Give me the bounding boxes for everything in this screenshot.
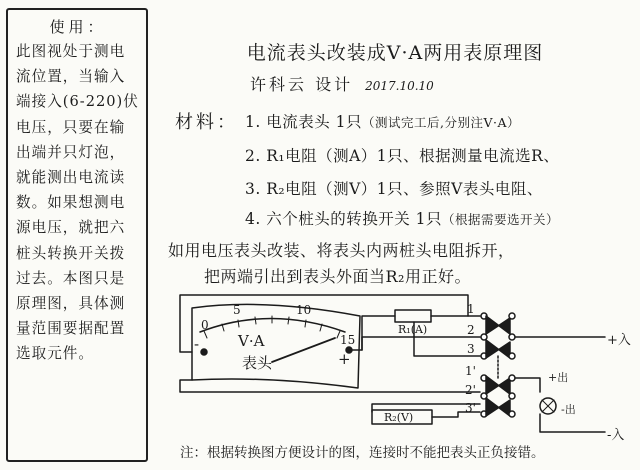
- material-item-4-note: （根据需要选开关）: [442, 212, 560, 227]
- material-item-2-text: 2. R₁电阻（测A）1只、根据测量电流选R、: [245, 147, 560, 165]
- scale-mark-10: 10: [296, 303, 312, 317]
- material-item-1-note: （测试完工后,分别注V·A）: [362, 115, 521, 130]
- materials-label: 材料：: [175, 112, 238, 133]
- switch-term-3p: 3': [465, 401, 476, 415]
- switch-term-2p: 2': [465, 383, 476, 397]
- author-name: 许科云 设计: [250, 75, 354, 94]
- switch-term-1p: 1': [465, 364, 476, 378]
- usage-note-body: 此图视处于测电流位置，当输入端接入(6-220)伏电压，只要在输出端并只灯泡，就能测出电流读数。如果想测电源电压，就把六桩头转换开关拨过去。本图只是原理图，具体测量范围要据配置选取元件。: [16, 43, 139, 363]
- switch-term-3: 3: [467, 342, 475, 356]
- diagram-title: 电流表头改装成V·A两用表原理图: [246, 42, 544, 64]
- scale-mark-0: 0: [201, 318, 209, 332]
- switch-term-1: 1: [467, 302, 475, 316]
- meter-neg-sign: -: [194, 335, 200, 353]
- output-pos-label: +出: [548, 371, 569, 384]
- switch-term-2: 2: [467, 323, 475, 337]
- r2-label: R₂(V): [384, 411, 414, 424]
- scale-mark-5: 5: [233, 303, 241, 317]
- scale-mark-15: 15: [340, 333, 356, 347]
- input-neg-label: -入: [607, 428, 625, 443]
- r1-label: R₁(A): [398, 323, 428, 336]
- instruction-line-1: 如用电压表头改装、将表头内两桩头电阻拆开，: [168, 241, 515, 260]
- material-item-1-text: 1. 电流表头 1只: [245, 113, 363, 131]
- usage-note-title: 使用：: [49, 18, 107, 36]
- input-pos-label: +入: [607, 333, 631, 348]
- meter-symbol: V·A: [238, 332, 265, 350]
- meter-pos-sign: +: [338, 350, 351, 368]
- output-neg-label: -出: [561, 403, 576, 416]
- meter-label: 表头: [242, 354, 273, 372]
- design-date: 2017.10.10: [365, 79, 434, 93]
- material-item-4-text: 4. 六个桩头的转换开关 1只: [245, 210, 443, 228]
- footnote: 注：根据转换图方便设计的图，连接时不能把表头正负接错。: [180, 445, 545, 461]
- instruction-line-2: 把两端引出到表头外面当R₂用正好。: [204, 267, 471, 286]
- material-item-3-text: 3. R₂电阻（测V）1只、参照V表头电阻、: [245, 180, 543, 198]
